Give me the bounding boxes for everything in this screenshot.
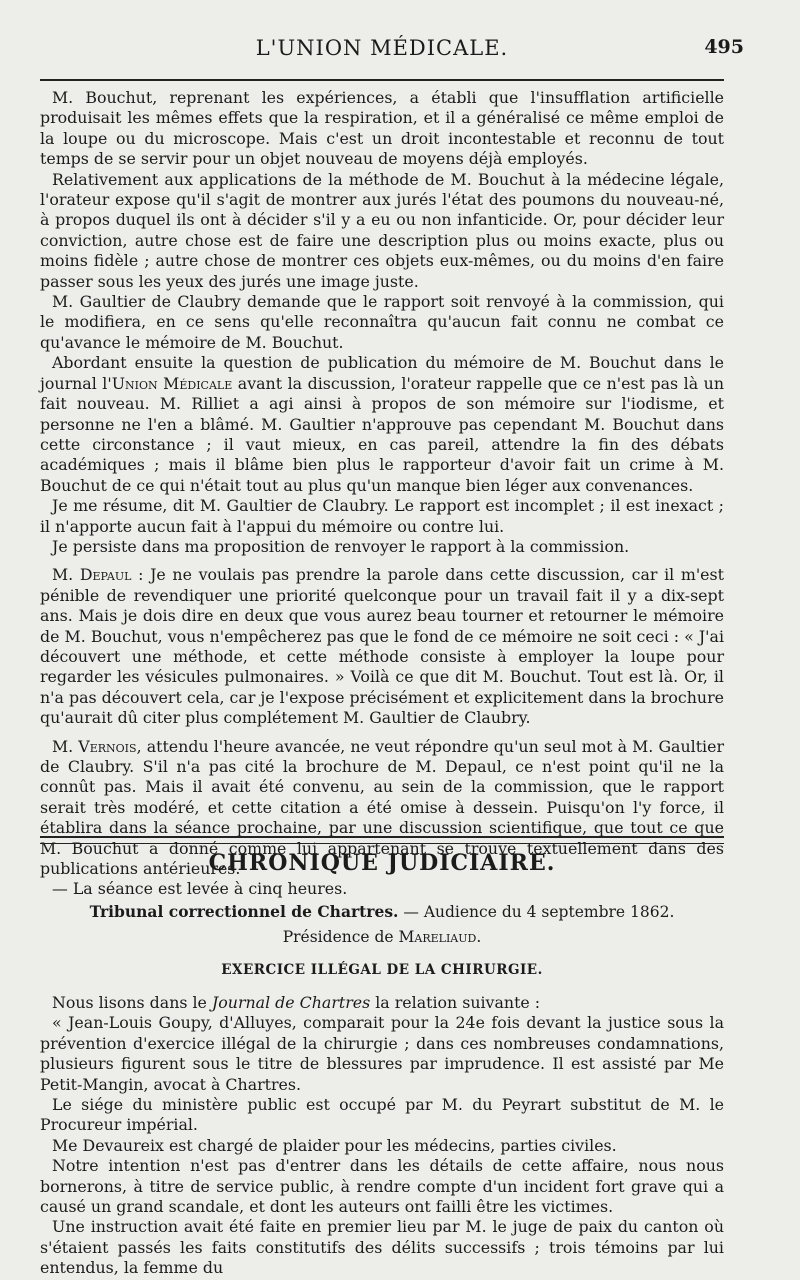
article-subtitle: EXERCICE ILLÉGAL DE LA CHIRURGIE. [221,962,543,978]
paragraph: Je persiste dans ma proposition de renvoyer le rapport à la commission. [52,536,630,556]
paragraph: Je me résume, dit M. Gaultier de Claubry. Le rapport est incomplet ; il est inexact ; il n'apporte aucun fait à l'appui du mémoire ou contre lui. [40,496,724,536]
journal-name: Union Médicale [111,373,233,393]
journal-title: Journal de Chartres [211,993,371,1012]
paragraph: M. Vernois, attendu l'heure avancée, ne veut répondre qu'un seul mot à M. Gaultier de Claubry. S'il n'a pas cité la brochure de M. Depaul, ce n'est point qu'il ne la connût pas. Mais il avait été convenu, au sein de la commission, que le rapport serait très modéré, et cette citation a été omise à dessein. Puisqu'on l'y force, il établira dans la séance prochaine, par une discussion scientifique, que tout ce que M. Bouchut a donné comme lui appartenant se trouve textuellement dans des publications antérieures. [40,736,725,879]
paragraph: Notre intention n'est pas d'entrer dans les détails de cette affaire, nous nous bornerons, à titre de service public, à rendre compte d'un incident fort grave qui a causé un grand scandale, et dont les auteurs ont failli être les victimes. [40,1156,724,1217]
paragraph: Relativement aux applications de la méthode de M. Bouchut à la médecine légale, l'orateur expose qu'il s'agit de montrer aux jurés l'état des poumons du nouveau-né, à propos duquel ils ont à décider s'il y a eu ou non infanticide. Or, pour décider leur conviction, autre chose est de faire une description plus ou moins exacte, plus ou moins fidèle ; autre chose de montrer ces objets eux-mêmes, ou du moins d'en faire passer sous les yeux des jurés une image juste. [40,169,724,291]
president-name: Mareliaud [398,928,477,946]
paragraph: M. Bouchut, reprenant les expériences, a établi que l'insufflation artificielle produisait les mêmes effets que la respiration, et il a généralisé ce même emploi de la loupe ou du microscope. Mais c'est un droit incontestable et reconnu de tout temps de se servir pour un objet nouveau de moyens déjà employés. [40,88,724,169]
paragraph: Me Devaureix est chargé de plaider pour les médecins, parties civiles. [52,1135,617,1155]
section-rule [40,836,724,844]
running-title: L'UNION MÉDICALE. [255,36,509,60]
header-rule [40,79,724,81]
paragraph: « Jean-Louis Goupy, d'Alluyes, comparait pour la 24e fois devant la justice sous la prévention d'exercice illégal de la chirurgie ; dans ces nombreuses condamnations, plusieurs figurent sous le titre de blessures par imprudence. Il est assisté par Me Petit-Mangin, avocat à Chartres. [40,1013,724,1094]
paragraph: Une instruction avait été faite en premier lieu par M. le juge de paix du canton où s'étaient passés les faits constitutifs des délits successifs ; trois témoins par lui entendus, la femme du [40,1217,724,1278]
paragraph: M. Depaul : Je ne voulais pas prendre la parole dans cette discussion, car il m'est pénible de revendiquer une priorité quelconque pour un travail fait il y a dix-sept ans. Mais je dois dire en deux que vous aurez beau tourner et retourner le mémoire de M. Bouchut, vous n'empêcherez pas que le fond de ce mémoire ne soit ceci : « J'ai découvert une méthode, et cette méthode consiste à employer la loupe pour regarder les vésicules pulmonaires. » Voilà ce que dit M. Bouchut. Tout est là. Or, il n'a pas découvert cela, car je l'expose précisément et explicitement dans la brochure qu'aurait dû citer plus complétement M. Gaultier de Claubry. [40,565,724,728]
chronique-text [40,993,724,1279]
discussion-text [40,88,724,900]
paragraph: Abordant ensuite la question de publication du mémoire de M. Bouchut dans le journal l'Union Médicale avant la discussion, l'orateur rappelle que ce n'est pas là un fait nouveau. M. Rilliet a agi ainsi à propos de son mémoire sur l'iodisme, et personne ne l'en a blâmé. M. Gaultier n'approuve pas cependant M. Bouchut dans cette circonstance ; il vaut mieux, en cas pareil, attendre la fin des débats académiques ; mais il blâme bien plus le rapporteur d'avoir fait un crime à M. Bouchut de ce qui n'était tout au plus qu'un manque bien léger aux convenances. [40,353,725,495]
speaker-name: M. Depaul [52,565,132,585]
paragraph: M. Gaultier de Claubry demande que le rapport soit renvoyé à la commission, qui le modifiera, en ce sens qu'elle reconnaîtra qu'aucun fait connu ne combat ce qu'avance le mémoire de M. Bouchut. [40,292,724,352]
section-title: CHRONIQUE JUDICIAIRE. [208,850,556,876]
page-number: 495 [704,36,744,58]
paragraph: Nous lisons dans le Journal de Chartres la relation suivante : [52,993,541,1012]
page-header [40,36,744,76]
presidence-line: Présidence de Mareliaud. [282,928,482,946]
speaker-name: M. Vernois [52,736,137,756]
paragraph: Le siége du ministère public est occupé par M. du Peyrart substitut de M. le Procureur impérial. [40,1095,724,1135]
tribunal-name: Tribunal correctionnel de Chartres. [89,902,399,921]
court-line: Tribunal correctionnel de Chartres. — Audience du 4 septembre 1862. [89,902,675,921]
paragraph: — La séance est levée à cinq heures. [52,879,348,899]
